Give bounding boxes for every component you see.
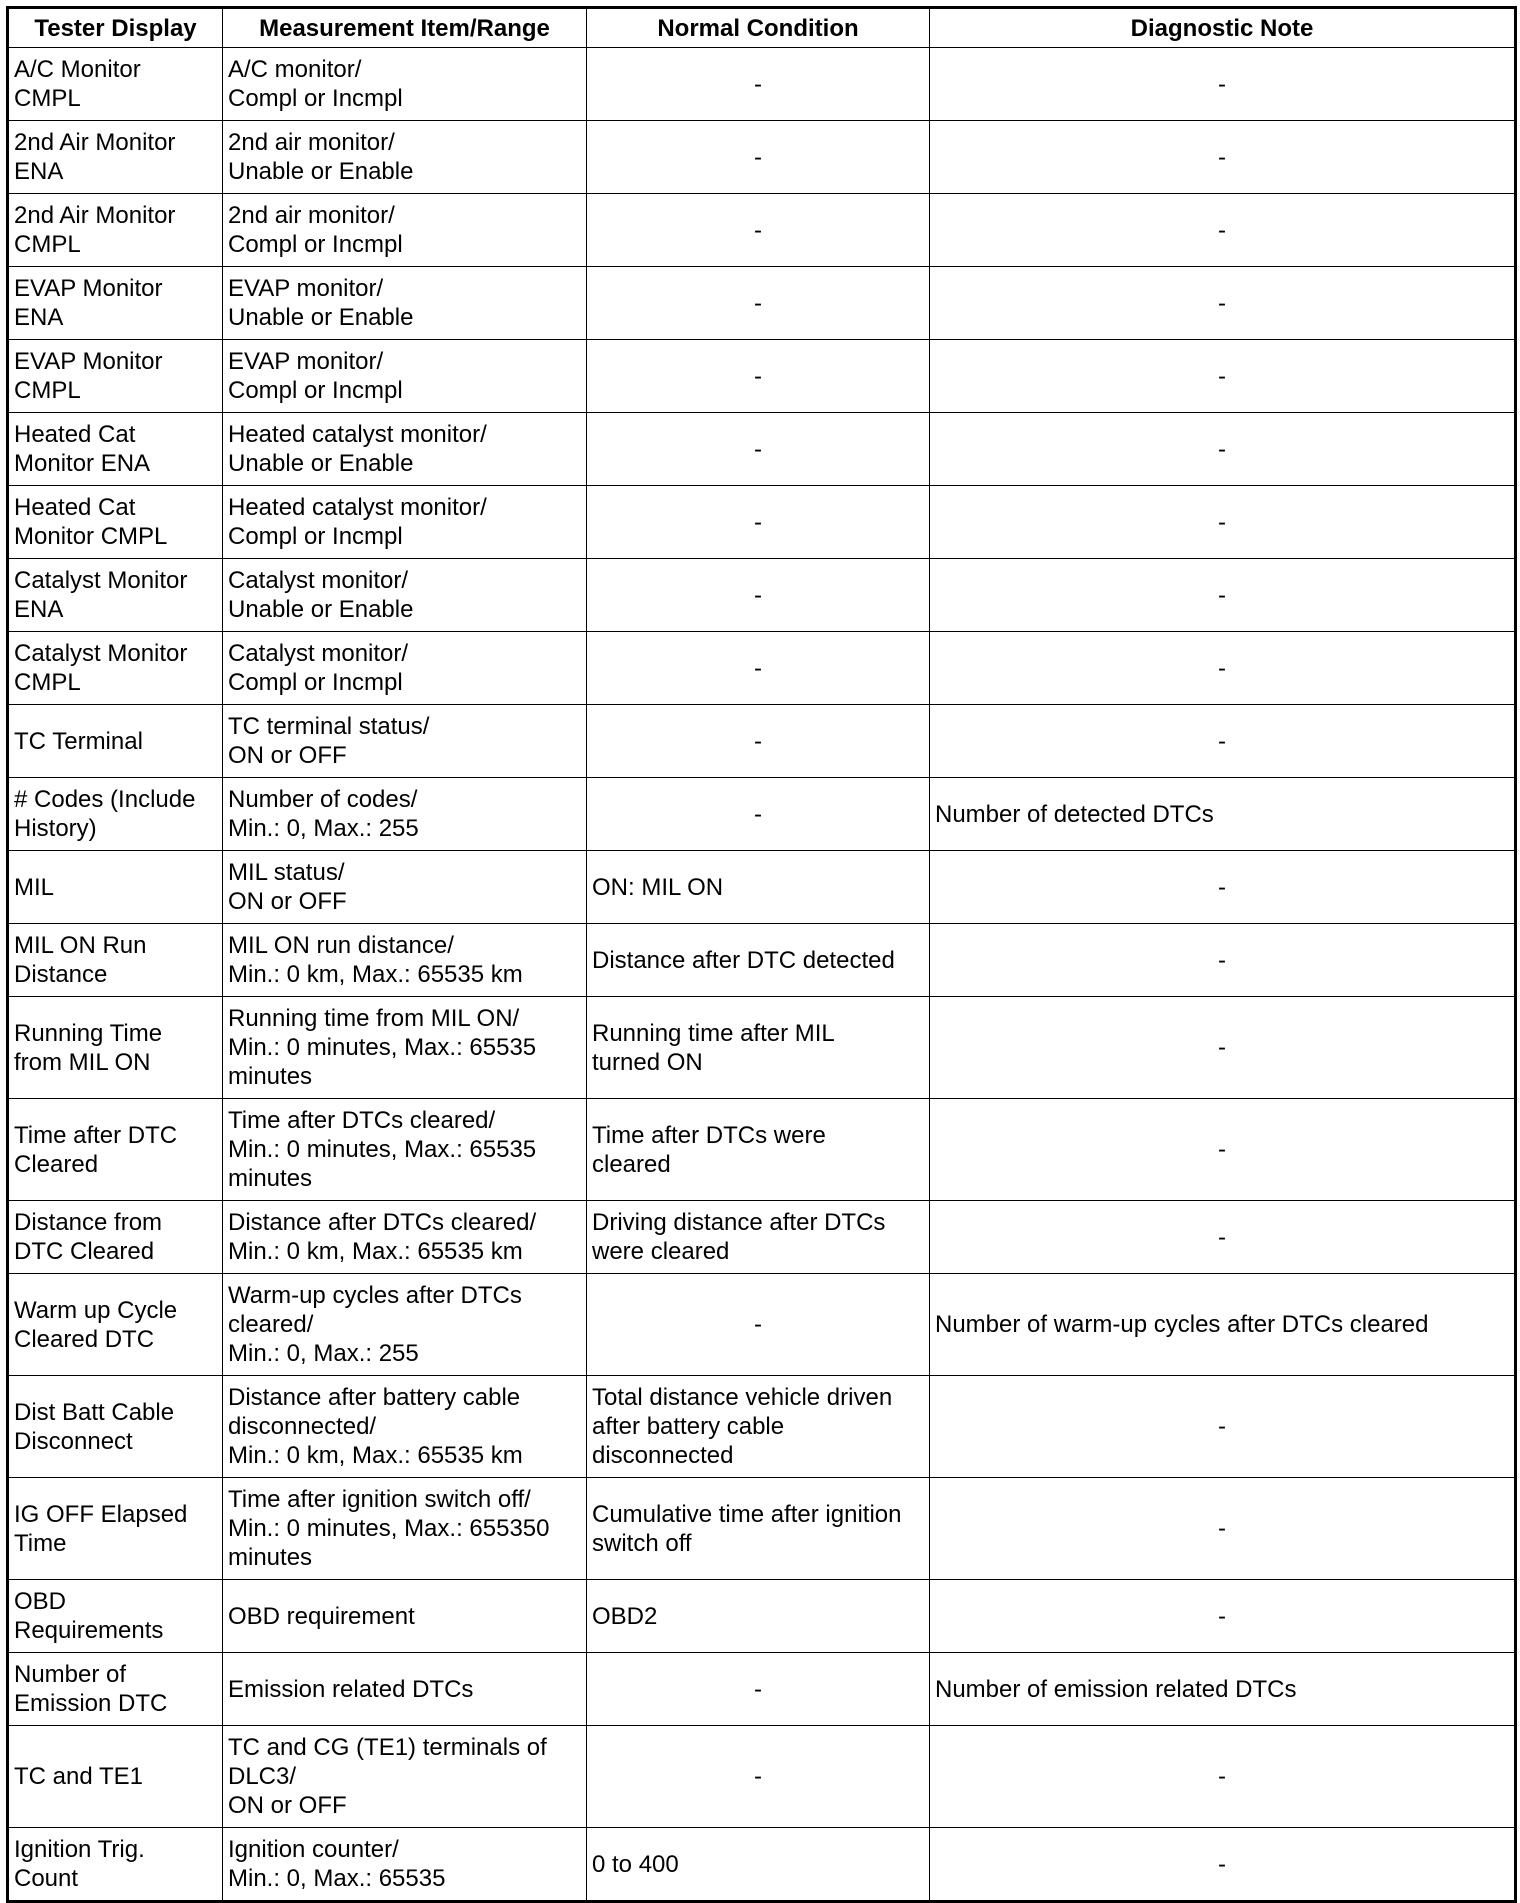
- table-row: [8, 851, 1516, 924]
- diagnostic-note-cell-text: -: [1218, 435, 1226, 463]
- normal-condition-cell-text: Driving distance after DTCs were cleared: [592, 1209, 886, 1265]
- measurement-item-cell-text: Heated catalyst monitor/ Compl or Incmpl: [228, 494, 487, 550]
- measurement-item-cell-text: 2nd air monitor/ Compl or Incmpl: [228, 202, 403, 258]
- normal-condition-cell-text: OBD2: [592, 1602, 658, 1630]
- normal-condition-cell: [587, 48, 930, 121]
- table-row: [8, 559, 1516, 632]
- normal-condition-cell: [587, 1274, 930, 1376]
- diagnostic-note-cell: [930, 559, 1516, 632]
- measurement-item-cell: [223, 1828, 587, 1902]
- diagnostic-note-cell: [930, 1828, 1516, 1902]
- diagnostic-note-cell: [930, 1376, 1516, 1478]
- diagnostic-note-cell: [930, 340, 1516, 413]
- diagnostic-note-cell-text: -: [1218, 581, 1226, 609]
- measurement-item-cell-text: Time after ignition switch off/ Min.: 0 minutes, Max.: 655350 minutes: [228, 1486, 550, 1571]
- tester-display-cell-text: A/C Monitor CMPL: [14, 56, 141, 112]
- tester-display-cell-text: Distance from DTC Cleared: [14, 1209, 163, 1265]
- normal-condition-cell: [587, 1099, 930, 1201]
- normal-condition-cell-text: -: [754, 362, 762, 390]
- diagnostic-note-cell-text: -: [1218, 727, 1226, 755]
- tester-display-cell: [8, 778, 223, 851]
- measurement-item-cell: [223, 1726, 587, 1828]
- measurement-item-cell-text: A/C monitor/ Compl or Incmpl: [228, 56, 403, 112]
- diagnostic-note-cell-text: -: [1218, 70, 1226, 98]
- tester-display-cell: [8, 1274, 223, 1376]
- data-list-table: [6, 6, 1517, 1903]
- diagnostic-note-cell: [930, 851, 1516, 924]
- normal-condition-cell: [587, 1376, 930, 1478]
- data-list-table-container: [6, 6, 1514, 1892]
- diagnostic-note-cell: [930, 997, 1516, 1099]
- normal-condition-cell-text: -: [754, 1763, 762, 1790]
- measurement-item-cell: [223, 48, 587, 121]
- normal-condition-cell: [587, 1726, 930, 1828]
- tester-display-cell: [8, 1478, 223, 1580]
- header-measurement-item: Measurement Item/Range: [223, 8, 587, 48]
- tester-display-cell-text: TC and TE1: [14, 1763, 143, 1790]
- diagnostic-note-cell-text: -: [1218, 289, 1226, 317]
- table-row: [8, 486, 1516, 559]
- tester-display-cell-text: Catalyst Monitor ENA: [14, 567, 188, 623]
- tester-display-cell-text: # Codes (Include History): [14, 786, 196, 842]
- table-row: [8, 778, 1516, 851]
- measurement-item-cell-text: Catalyst monitor/ Unable or Enable: [228, 567, 414, 623]
- measurement-item-cell: [223, 997, 587, 1099]
- normal-condition-cell-text: -: [754, 508, 762, 536]
- normal-condition-cell-text: Total distance vehicle driven after battery cable disconnected: [592, 1384, 893, 1469]
- measurement-item-cell: [223, 851, 587, 924]
- normal-condition-cell-text: -: [754, 800, 762, 828]
- measurement-item-cell-text: EVAP monitor/ Unable or Enable: [228, 275, 414, 331]
- normal-condition-cell-text: -: [754, 435, 762, 463]
- measurement-item-cell-text: Distance after DTCs cleared/ Min.: 0 km, Max.: 65535 km: [228, 1209, 537, 1265]
- normal-condition-cell: [587, 1653, 930, 1726]
- tester-display-cell-text: Heated Cat Monitor ENA: [14, 421, 151, 477]
- table-row: [8, 1828, 1516, 1902]
- measurement-item-cell: [223, 705, 587, 778]
- diagnostic-note-cell: [930, 778, 1516, 851]
- measurement-item-cell: [223, 1376, 587, 1478]
- tester-display-cell: [8, 632, 223, 705]
- measurement-item-cell: [223, 1653, 587, 1726]
- diagnostic-note-cell: [930, 924, 1516, 997]
- table-row: [8, 1376, 1516, 1478]
- measurement-item-cell-text: Warm-up cycles after DTCs cleared/ Min.: 0, Max.: 255: [228, 1282, 522, 1367]
- tester-display-cell: [8, 1099, 223, 1201]
- diagnostic-note-cell-text: -: [1218, 143, 1226, 171]
- measurement-item-cell-text: Number of codes/ Min.: 0, Max.: 255: [228, 786, 419, 842]
- table-row: [8, 194, 1516, 267]
- diagnostic-note-cell-text: -: [1218, 1413, 1226, 1440]
- tester-display-cell-text: 2nd Air Monitor ENA: [14, 129, 176, 185]
- table-row: [8, 1201, 1516, 1274]
- normal-condition-cell-text: -: [754, 216, 762, 244]
- diagnostic-note-cell-text: Number of emission related DTCs: [935, 1675, 1297, 1703]
- tester-display-cell: [8, 1726, 223, 1828]
- normal-condition-cell: [587, 486, 930, 559]
- normal-condition-cell-text: -: [754, 143, 762, 171]
- normal-condition-cell-text: Time after DTCs were cleared: [592, 1121, 826, 1178]
- header-normal-condition: Normal Condition: [587, 8, 930, 48]
- diagnostic-note-cell-text: -: [1218, 1223, 1226, 1251]
- diagnostic-note-cell-text: -: [1218, 508, 1226, 536]
- table-row: [8, 1580, 1516, 1653]
- tester-display-cell-text: Heated Cat Monitor CMPL: [14, 494, 168, 550]
- diagnostic-note-cell: [930, 486, 1516, 559]
- diagnostic-note-cell: [930, 413, 1516, 486]
- measurement-item-cell-text: Catalyst monitor/ Compl or Incmpl: [228, 640, 409, 696]
- diagnostic-note-cell: [930, 1201, 1516, 1274]
- measurement-item-cell-text: TC terminal status/ ON or OFF: [228, 713, 430, 769]
- diagnostic-note-cell: [930, 705, 1516, 778]
- tester-display-cell-text: IG OFF Elapsed Time: [14, 1500, 188, 1557]
- tester-display-cell-text: OBD Requirements: [14, 1588, 164, 1644]
- tester-display-cell-text: Number of Emission DTC: [14, 1661, 168, 1717]
- diagnostic-note-cell: [930, 48, 1516, 121]
- measurement-item-cell: [223, 121, 587, 194]
- tester-display-cell: [8, 413, 223, 486]
- diagnostic-note-cell: [930, 121, 1516, 194]
- tester-display-cell: [8, 997, 223, 1099]
- normal-condition-cell: [587, 632, 930, 705]
- tester-display-cell: [8, 267, 223, 340]
- table-row: [8, 705, 1516, 778]
- diagnostic-note-cell-text: -: [1218, 1602, 1226, 1630]
- normal-condition-cell: [587, 121, 930, 194]
- tester-display-cell-text: EVAP Monitor ENA: [14, 275, 163, 331]
- normal-condition-cell: [587, 778, 930, 851]
- tester-display-cell-text: Catalyst Monitor CMPL: [14, 640, 188, 696]
- diagnostic-note-cell: [930, 1099, 1516, 1201]
- measurement-item-cell: [223, 778, 587, 851]
- measurement-item-cell-text: 2nd air monitor/ Unable or Enable: [228, 129, 414, 185]
- tester-display-cell: [8, 1376, 223, 1478]
- tester-display-cell: [8, 1653, 223, 1726]
- measurement-item-cell-text: TC and CG (TE1) terminals of DLC3/ ON or OFF: [228, 1734, 547, 1819]
- measurement-item-cell: [223, 194, 587, 267]
- normal-condition-cell-text: -: [754, 70, 762, 98]
- normal-condition-cell-text: Distance after DTC detected: [592, 946, 895, 974]
- table-row: [8, 1726, 1516, 1828]
- measurement-item-cell: [223, 1201, 587, 1274]
- tester-display-cell-text: MIL ON Run Distance: [14, 932, 147, 988]
- measurement-item-cell: [223, 924, 587, 997]
- tester-display-cell: [8, 121, 223, 194]
- normal-condition-cell: [587, 705, 930, 778]
- table-row: [8, 1478, 1516, 1580]
- tester-display-cell-text: TC Terminal: [14, 727, 143, 755]
- diagnostic-note-cell: [930, 632, 1516, 705]
- normal-condition-cell-text: Cumulative time after ignition switch off: [592, 1500, 902, 1557]
- measurement-item-cell-text: OBD requirement: [228, 1602, 415, 1630]
- measurement-item-cell: [223, 1099, 587, 1201]
- diagnostic-note-cell-text: -: [1218, 1763, 1226, 1790]
- measurement-item-cell: [223, 267, 587, 340]
- normal-condition-cell-text: -: [754, 727, 762, 755]
- measurement-item-cell-text: Ignition counter/ Min.: 0, Max.: 65535: [228, 1836, 446, 1892]
- measurement-item-cell-text: Time after DTCs cleared/ Min.: 0 minutes, Max.: 65535 minutes: [228, 1107, 537, 1192]
- measurement-item-cell-text: EVAP monitor/ Compl or Incmpl: [228, 348, 403, 404]
- tester-display-cell: [8, 48, 223, 121]
- normal-condition-cell: [587, 1478, 930, 1580]
- tester-display-cell: [8, 1828, 223, 1902]
- tester-display-cell: [8, 705, 223, 778]
- normal-condition-cell-text: -: [754, 1675, 762, 1703]
- diagnostic-note-cell: [930, 1653, 1516, 1726]
- table-row: [8, 1653, 1516, 1726]
- table-row: [8, 121, 1516, 194]
- table-row: [8, 1099, 1516, 1201]
- tester-display-cell: [8, 1201, 223, 1274]
- header-tester-display: Tester Display: [8, 8, 223, 48]
- diagnostic-note-cell-text: -: [1218, 1850, 1226, 1878]
- diagnostic-note-cell-text: -: [1218, 1034, 1226, 1061]
- diagnostic-note-cell: [930, 1274, 1516, 1376]
- tester-display-cell-text: 2nd Air Monitor CMPL: [14, 202, 176, 258]
- normal-condition-cell-text: -: [754, 1311, 762, 1338]
- measurement-item-cell: [223, 1478, 587, 1580]
- tester-display-cell-text: Dist Batt Cable Disconnect: [14, 1398, 175, 1455]
- diagnostic-note-cell-text: -: [1218, 1515, 1226, 1542]
- table-row: [8, 340, 1516, 413]
- tester-display-cell-text: EVAP Monitor CMPL: [14, 348, 163, 404]
- measurement-item-cell: [223, 632, 587, 705]
- measurement-item-cell-text: Running time from MIL ON/ Min.: 0 minutes, Max.: 65535 minutes: [228, 1005, 537, 1090]
- table-row: [8, 924, 1516, 997]
- diagnostic-note-cell-text: -: [1218, 946, 1226, 974]
- table-row: [8, 267, 1516, 340]
- normal-condition-cell: [587, 1580, 930, 1653]
- normal-condition-cell-text: -: [754, 654, 762, 682]
- measurement-item-cell-text: Emission related DTCs: [228, 1675, 474, 1703]
- tester-display-cell: [8, 1580, 223, 1653]
- normal-condition-cell-text: -: [754, 581, 762, 609]
- tester-display-cell-text: Warm up Cycle Cleared DTC: [14, 1296, 178, 1353]
- tester-display-cell-text: Time after DTC Cleared: [14, 1121, 178, 1178]
- tester-display-cell: [8, 559, 223, 632]
- tester-display-cell: [8, 194, 223, 267]
- measurement-item-cell: [223, 413, 587, 486]
- normal-condition-cell-text: Running time after MIL turned ON: [592, 1019, 835, 1076]
- normal-condition-cell: [587, 194, 930, 267]
- tester-display-cell-text: Ignition Trig. Count: [14, 1836, 145, 1892]
- diagnostic-note-cell-text: Number of detected DTCs: [935, 800, 1214, 828]
- measurement-item-cell: [223, 559, 587, 632]
- diagnostic-note-cell-text: -: [1218, 873, 1226, 901]
- tester-display-cell-text: MIL: [14, 873, 55, 901]
- diagnostic-note-cell-text: -: [1218, 216, 1226, 244]
- diagnostic-note-cell: [930, 1478, 1516, 1580]
- header-diagnostic-note: Diagnostic Note: [930, 8, 1516, 48]
- measurement-item-cell: [223, 340, 587, 413]
- measurement-item-cell: [223, 486, 587, 559]
- normal-condition-cell-text: ON: MIL ON: [592, 873, 724, 901]
- measurement-item-cell-text: MIL status/ ON or OFF: [228, 859, 347, 915]
- normal-condition-cell: [587, 851, 930, 924]
- normal-condition-cell: [587, 924, 930, 997]
- normal-condition-cell: [587, 997, 930, 1099]
- diagnostic-note-cell: [930, 194, 1516, 267]
- measurement-item-cell-text: MIL ON run distance/ Min.: 0 km, Max.: 65535 km: [228, 932, 523, 988]
- normal-condition-cell: [587, 340, 930, 413]
- table-row: [8, 48, 1516, 121]
- normal-condition-cell: [587, 1201, 930, 1274]
- table-row: [8, 632, 1516, 705]
- measurement-item-cell-text: Heated catalyst monitor/ Unable or Enable: [228, 421, 487, 477]
- tester-display-cell: [8, 486, 223, 559]
- diagnostic-note-cell-text: -: [1218, 362, 1226, 390]
- diagnostic-note-cell-text: -: [1218, 654, 1226, 682]
- tester-display-cell: [8, 851, 223, 924]
- table-header-row: [8, 8, 1516, 48]
- table-row: [8, 997, 1516, 1099]
- normal-condition-cell-text: -: [754, 289, 762, 317]
- normal-condition-cell-text: 0 to 400: [592, 1850, 679, 1878]
- tester-display-cell: [8, 340, 223, 413]
- tester-display-cell-text: Running Time from MIL ON: [14, 1019, 163, 1076]
- table-row: [8, 1274, 1516, 1376]
- table-row: [8, 413, 1516, 486]
- normal-condition-cell: [587, 1828, 930, 1902]
- measurement-item-cell-text: Distance after battery cable disconnected/ Min.: 0 km, Max.: 65535 km: [228, 1384, 523, 1469]
- diagnostic-note-cell: [930, 1580, 1516, 1653]
- normal-condition-cell: [587, 267, 930, 340]
- normal-condition-cell: [587, 413, 930, 486]
- normal-condition-cell: [587, 559, 930, 632]
- tester-display-cell: [8, 924, 223, 997]
- diagnostic-note-cell-text: Number of warm-up cycles after DTCs cleared: [935, 1311, 1429, 1338]
- diagnostic-note-cell: [930, 1726, 1516, 1828]
- table-body: [8, 48, 1516, 1902]
- diagnostic-note-cell-text: -: [1218, 1136, 1226, 1163]
- measurement-item-cell: [223, 1274, 587, 1376]
- diagnostic-note-cell: [930, 267, 1516, 340]
- measurement-item-cell: [223, 1580, 587, 1653]
